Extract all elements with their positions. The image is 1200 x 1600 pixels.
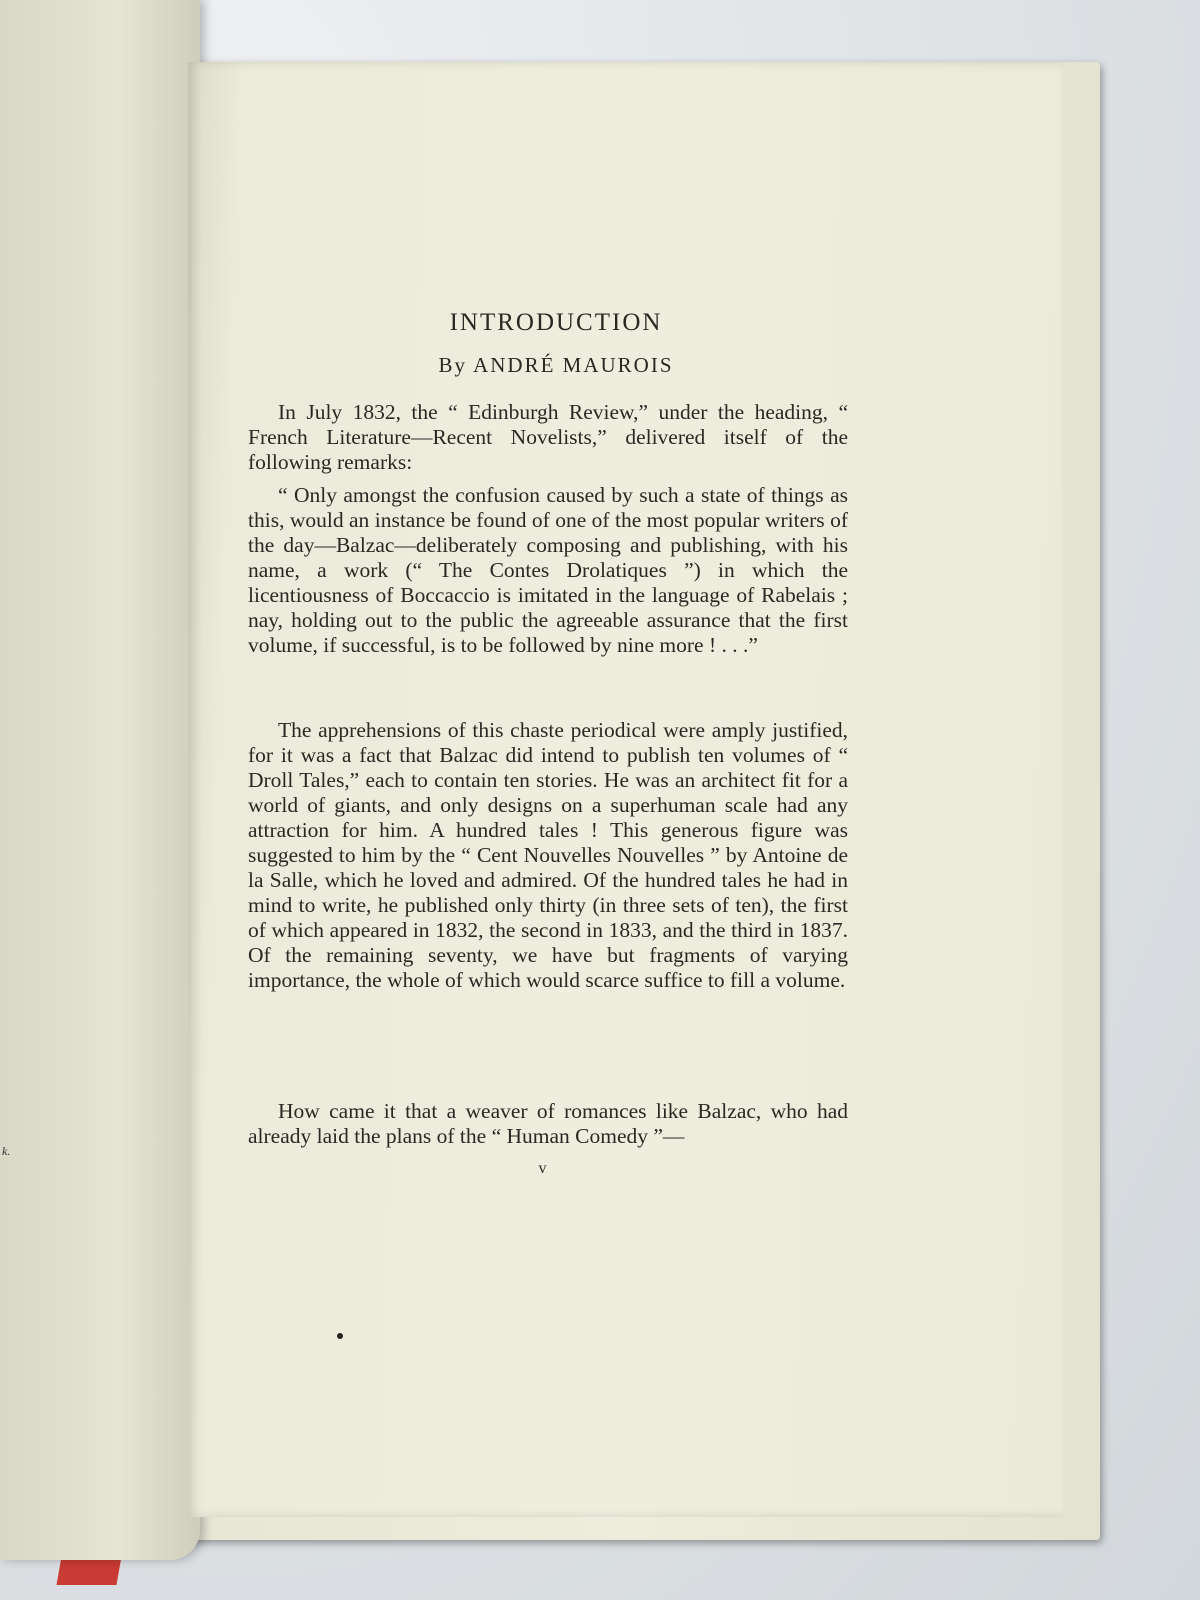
paragraph-4: How came it that a weaver of romances like Balzac, who had already laid the plans of the “ Human Comedy ”— [248, 1099, 848, 1148]
paragraph-quote: “ Only amongst the confusion caused by such a state of things as this, would an instance be found of one of the most popular writers of the day—Balzac—deliberately composing and publishing, with his name, a work (“ The Contes Drolatiques ”) in which the licentiousness of Boccaccio is imitated in the language of Rabelais ; nay, holding out to the public the agreeable assurance that the first volume, if successful, is to be followed by nine more ! . . .” [248, 483, 848, 657]
author-byline: By ANDRÉ MAUROIS [438, 353, 674, 377]
chapter-heading: INTRODUCTION [449, 309, 663, 336]
paragraph-1: In July 1832, the “ Edinburgh Review,” under the heading, “ French Literature—Recent Novelists,” delivered itself of the following remarks: [248, 400, 848, 474]
ink-speck [337, 1333, 343, 1339]
paragraph-3: The apprehensions of this chaste periodical were amply justified, for it was a fact that Balzac did intend to publish ten volumes of “ Droll Tales,” each to contain ten stories. He was an architect fit for a world of giants, and only designs on a superhuman scale had any attraction for him. A hundred tales ! This generous figure was suggested to him by the “ Cent Nouvelles Nouvelles ” by Antoine de la Salle, which he loved and admired. Of the hundred tales he had in mind to write, he published only thirty (in three sets of ten), the first of which appeared in 1832, the second in 1833, and the third in 1837. Of the remaining seventy, we have but fragments of varying importance, the whole of which would scarce suffice to fill a volume. [248, 718, 848, 992]
page-number: v [538, 1160, 547, 1177]
left-page-fragment: k. [2, 1144, 11, 1158]
left-page [0, 0, 200, 1560]
